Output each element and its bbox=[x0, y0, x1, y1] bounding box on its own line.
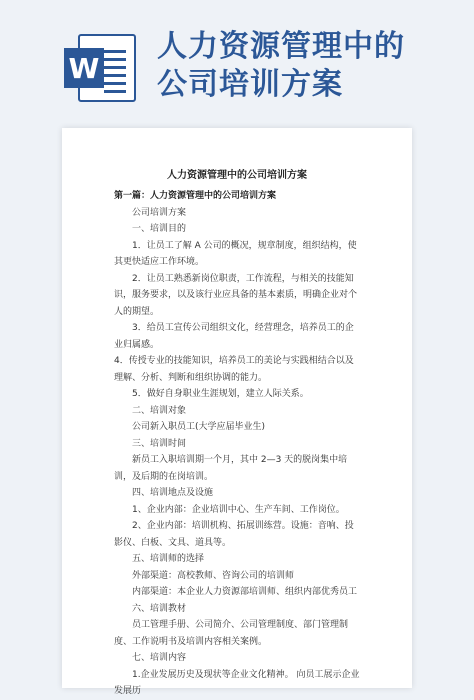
document-line: 二、培训对象 bbox=[132, 405, 187, 416]
document-page bbox=[62, 128, 412, 696]
document-line: 公司新入职员工(大学应届毕业生) bbox=[132, 422, 266, 432]
word-line-1 bbox=[104, 50, 126, 53]
document-line: 3．给员工宣传公司组织文化，经营理念，培养员工的企业归属感。 bbox=[114, 323, 354, 350]
document-line: 六、培训教材 bbox=[132, 603, 187, 614]
banner-title-line-2: 公司培训方案 bbox=[157, 67, 343, 102]
document-body bbox=[114, 188, 362, 700]
word-line-2 bbox=[104, 58, 126, 61]
banner bbox=[0, 0, 474, 128]
document-line: 公司培训方案 bbox=[132, 207, 187, 218]
document-line: 四、培训地点及设施 bbox=[132, 488, 214, 498]
word-line-5 bbox=[104, 82, 126, 85]
word-line-4 bbox=[104, 74, 126, 77]
document-line: 七、培训内容 bbox=[132, 653, 187, 663]
document-line: 1.企业发展历史及现状等企业文化精神。 向员工展示企业发展历 bbox=[114, 669, 360, 696]
word-line-3 bbox=[104, 66, 126, 69]
document-line: 一、培训目的 bbox=[132, 224, 187, 234]
document-line: 五、培训师的选择 bbox=[132, 554, 205, 564]
document-line: 新员工入职培训期一个月，其中 2—3 天的脱岗集中培训，及后期的在岗培训。 bbox=[114, 455, 348, 482]
document-line: 三、培训时间 bbox=[132, 438, 187, 449]
document-line: 2．让员工熟悉新岗位职责，工作流程，与相关的技能知识，服务要求，以及该行业应具备的基本素质，明确企业对个人的期望。 bbox=[114, 273, 358, 317]
banner-title-line-1: 人力资源管理中的 bbox=[157, 29, 405, 64]
word-line-6 bbox=[104, 90, 126, 93]
word-badge: W bbox=[64, 48, 104, 88]
document-line: 4．传授专业的技能知识，培养员工的美论与实践相结合以及理解、分析、判断和组织协调的能力。 bbox=[114, 356, 354, 383]
document-line: 员工管理手册、公司简介、公司管理制度、部门管理制度、工作说明书及培训内容相关案例。 bbox=[114, 620, 349, 647]
document-title: 人力资源管理中的公司培训方案 bbox=[167, 170, 307, 181]
document-line: 1、企业内部：企业培训中心、生产车间、工作岗位。 bbox=[132, 504, 345, 515]
document-line: 外部渠道：高校教师、咨询公司的培训师 bbox=[132, 570, 295, 581]
document-line: 1．让员工了解 A 公司的概况，规章制度，组织结构，使其更快适应工作环境。 bbox=[114, 240, 357, 267]
document-line: 5．做好自身职业生涯规划，建立人际关系。 bbox=[132, 389, 309, 399]
document-line: 内部渠道：本企业人力资源部培训师、组织内部优秀员工 bbox=[132, 587, 358, 597]
banner-title bbox=[157, 28, 457, 104]
document-line: 第一篇：人力资源管理中的公司培训方案 bbox=[114, 191, 277, 201]
word-document-icon bbox=[64, 34, 136, 102]
document-line: 2、企业内部：培训机构、拓展训练营。设施：音响、投影仪、白板、文具、道具等。 bbox=[114, 521, 354, 548]
